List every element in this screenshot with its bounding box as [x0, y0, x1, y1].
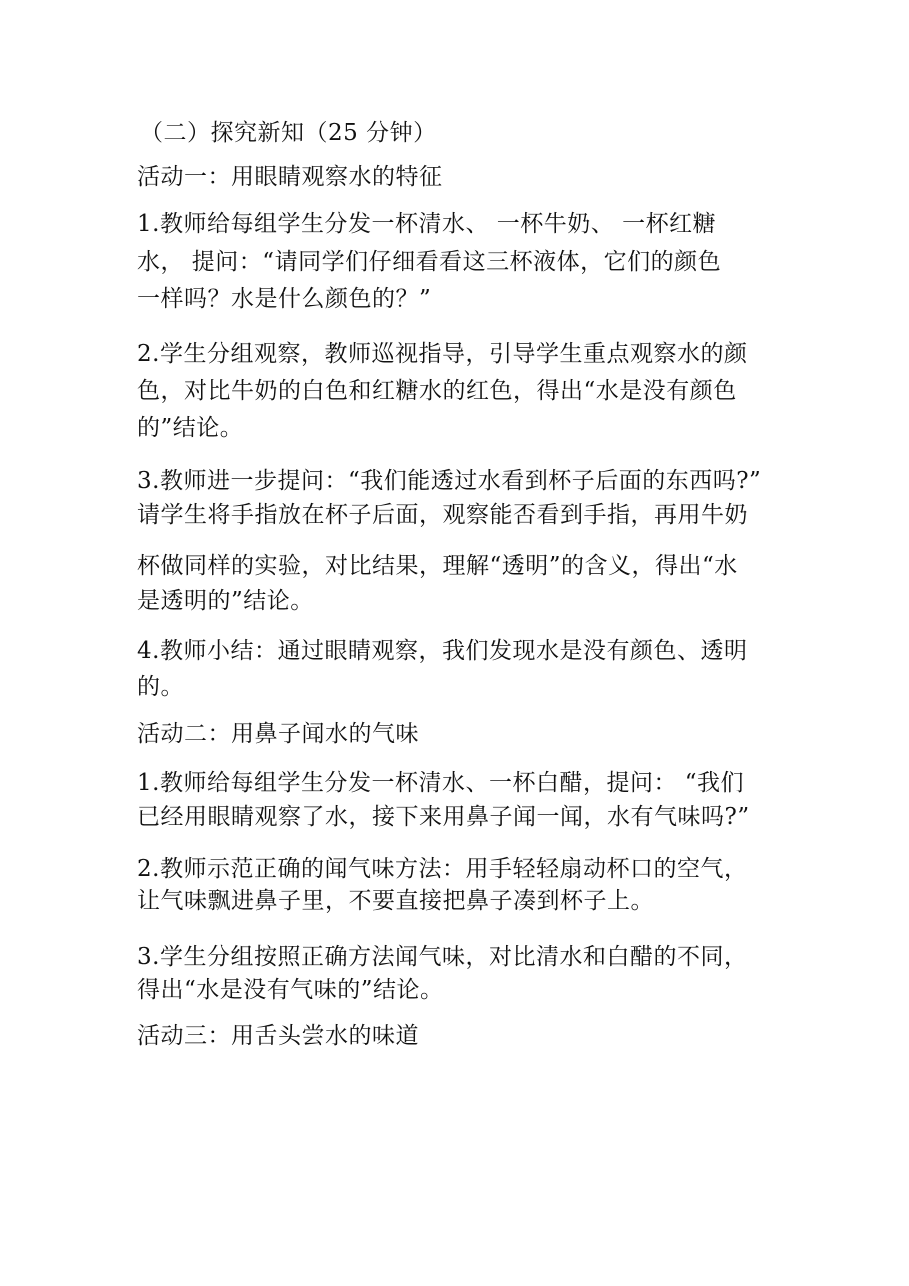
activity1-p1-line1: 1.教师给每组学生分发一杯清水、 一杯牛奶、 一杯红糖: [137, 211, 717, 237]
activity1-p3-line3: 杯做同样的实验，对比结果，理解“透明”的含义，得出“水: [137, 553, 738, 579]
activity1-p3-line4: 是透明的”结论。: [137, 588, 314, 614]
activity1-heading: 活动一：用眼睛观察水的特征: [137, 164, 443, 190]
activity2-p1-line2: 已经用眼睛观察了水，接下来用鼻子闻一闻，水有气味吗?”: [137, 804, 750, 830]
activity2-p3-line2: 得出“水是没有气味的”结论。: [137, 977, 444, 1003]
activity1-p1-line3: 一样吗？水是什么颜色的？”: [137, 286, 432, 312]
activity1-p3-line1: 3.教师进一步提问：“我们能透过水看到杯子后面的东西吗?”: [137, 468, 762, 494]
activity1-p4-line2: 的。: [137, 674, 184, 700]
activity2-p1-line1: 1.教师给每组学生分发一杯清水、一杯白醋，提问： “我们: [137, 770, 745, 796]
activity2-p3-line1: 3.学生分组按照正确方法闻气味，对比清水和白醋的不同，: [137, 944, 748, 970]
activity1-p2-line3: 的”结论。: [137, 415, 244, 441]
activity2-p2-line1: 2.教师示范正确的闻气味方法：用手轻轻扇动杯口的空气，: [137, 856, 748, 882]
activity1-p3-line2: 请学生将手指放在杯子后面，观察能否看到手指，再用牛奶: [137, 502, 748, 528]
activity1-p4-line1: 4.教师小结：通过眼睛观察，我们发现水是没有颜色、透明: [137, 638, 748, 664]
activity1-p1-line2: 水， 提问：“请同学们仔细看看这三杯液体，它们的颜色: [137, 249, 722, 275]
activity3-heading: 活动三：用舌头尝水的味道: [137, 1023, 419, 1049]
activity2-p2-line2: 让气味飘进鼻子里，不要直接把鼻子凑到杯子上。: [137, 888, 654, 914]
activity2-heading: 活动二：用鼻子闻水的气味: [137, 721, 419, 747]
activity1-p2-line2: 色，对比牛奶的白色和红糖水的红色，得出“水是没有颜色: [137, 378, 737, 404]
section-title: （二）探究新知（25 分钟）: [140, 120, 437, 146]
activity1-p2-line1: 2.学生分组观察，教师巡视指导，引导学生重点观察水的颜: [137, 341, 748, 367]
